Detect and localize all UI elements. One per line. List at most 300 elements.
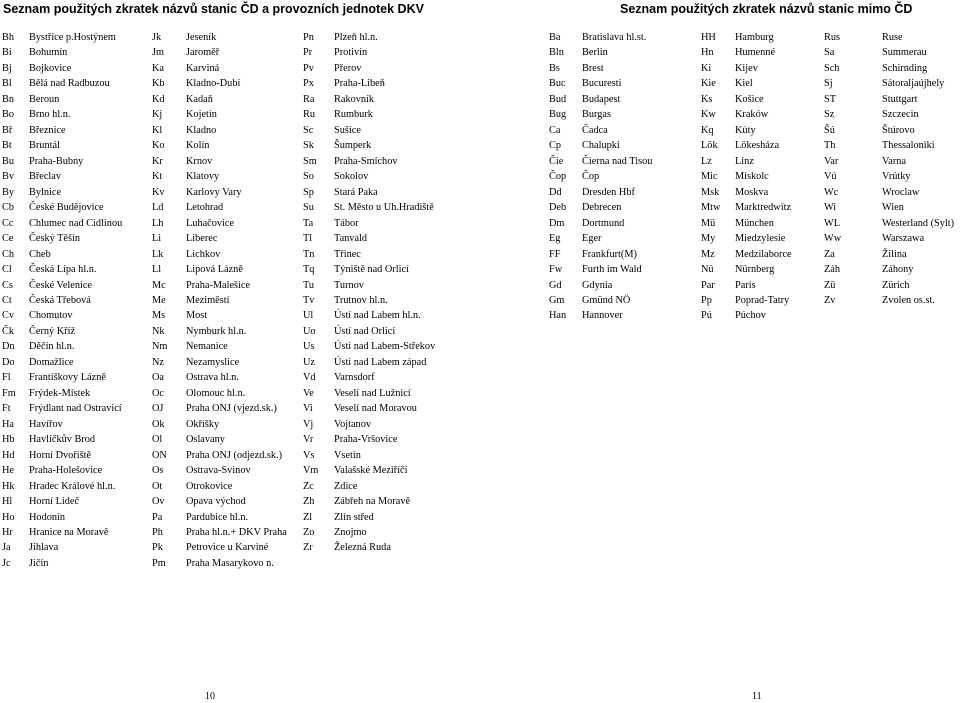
station-name: Debrecen <box>582 202 622 214</box>
station-name: Záhony <box>882 264 914 276</box>
station-name: Kolín <box>186 140 210 152</box>
station-code: Wc <box>824 186 839 198</box>
station-name: Lökesháza <box>735 140 780 152</box>
station-code: Nm <box>152 341 168 353</box>
station-code: Za <box>824 248 835 260</box>
station-code: Cc <box>2 217 14 229</box>
left-page-title: Seznam použitých zkratek názvů stanic ČD a provozních jednotek DKV <box>3 2 424 16</box>
station-code: Kv <box>152 186 165 198</box>
station-code: Bln <box>549 47 564 59</box>
station-name: Horní Lideč <box>29 496 80 508</box>
left-group-2-names <box>186 30 287 571</box>
station-name: Linz <box>735 155 754 167</box>
station-name: Zürich <box>882 279 910 291</box>
station-code: ON <box>152 449 167 461</box>
station-code: Lh <box>152 217 164 229</box>
station-name: Jičín <box>29 557 49 569</box>
station-code: Ov <box>152 496 165 508</box>
station-name: Luhačovice <box>186 217 235 229</box>
station-code: Mtw <box>701 202 721 214</box>
station-name: Nezamyslice <box>186 356 240 368</box>
station-name: Burgas <box>582 109 611 121</box>
station-name: Bohumín <box>29 47 68 59</box>
station-name: Berlin <box>582 47 608 59</box>
station-name: Kladno <box>186 124 217 136</box>
station-name: Letohrad <box>186 202 224 214</box>
station-name: Kojetín <box>186 109 217 121</box>
station-code: Zv <box>824 294 836 306</box>
station-name: Bucuresti <box>582 78 622 90</box>
station-name: Pardubice hl.n. <box>186 511 249 523</box>
station-name: Stuttgart <box>882 93 918 105</box>
station-name: Rakovník <box>334 93 375 105</box>
station-code: Hl <box>2 496 13 508</box>
station-code: Us <box>303 341 315 353</box>
station-code: Ru <box>303 109 316 121</box>
station-code: Kd <box>152 93 165 105</box>
station-name: Plzeň hl.n. <box>334 32 378 43</box>
station-code: Ww <box>824 233 842 245</box>
right-group-3-codes <box>824 30 841 308</box>
station-code: Ol <box>152 434 163 446</box>
page-number-right: 11 <box>752 691 762 702</box>
station-name: Klatovy <box>186 171 220 183</box>
station-name: Znojmo <box>334 527 367 538</box>
station-name: Kadaň <box>186 93 213 105</box>
station-name: Žilina <box>882 248 907 260</box>
station-code: Bn <box>2 93 15 105</box>
station-name: Vsetín <box>334 449 361 461</box>
station-code: Ba <box>549 32 561 43</box>
station-code: Bv <box>2 171 15 183</box>
station-code: Sm <box>303 155 317 167</box>
station-code: Záh <box>824 264 841 276</box>
station-name: Bratislava hl.st. <box>582 32 647 43</box>
station-name: Hamburg <box>735 32 774 43</box>
station-name: Horní Dvořiště <box>29 449 92 461</box>
station-code: My <box>701 233 716 245</box>
station-name: München <box>735 217 774 229</box>
left-group-1-names <box>29 30 122 571</box>
page-number-left: 10 <box>205 691 215 702</box>
right-group-1-names <box>582 30 652 324</box>
station-name: Zlín střed <box>334 511 374 523</box>
station-name: Valašské Meziříčí <box>334 465 408 477</box>
station-code: Kw <box>701 109 716 121</box>
station-code: Nü <box>701 264 714 276</box>
station-code: Zl <box>303 511 313 523</box>
right-group-1-codes <box>549 30 566 324</box>
station-code: Me <box>152 294 166 306</box>
station-name: Okříšky <box>186 418 220 430</box>
station-code: Px <box>303 78 314 90</box>
station-name: Přerov <box>334 62 362 74</box>
station-name: Oslavany <box>186 434 225 446</box>
station-code: Wi <box>824 202 837 214</box>
station-code: Deb <box>549 202 567 214</box>
station-code: Bud <box>549 93 567 105</box>
station-name: Domažlice <box>29 356 74 368</box>
station-code: Fl <box>2 372 11 384</box>
station-name: Praha-Malešice <box>186 279 251 291</box>
station-name: Thessaloniki <box>882 140 935 152</box>
station-code: Zü <box>824 279 836 291</box>
station-name: Nürnberg <box>735 264 775 276</box>
station-code: Ld <box>152 202 164 214</box>
station-code: Ot <box>152 480 163 492</box>
station-code: Ka <box>152 62 165 74</box>
station-name: Miskolc <box>735 171 769 183</box>
station-name: Františkovy Lázně <box>29 372 106 384</box>
station-name: St. Město u Uh.Hradiště <box>334 202 434 214</box>
station-name: Kraków <box>735 109 769 121</box>
station-code: Kj <box>152 109 163 121</box>
station-name: Hodonín <box>29 511 66 523</box>
right-group-2-codes <box>701 30 720 324</box>
station-name: Cheb <box>29 248 51 260</box>
station-name: Kiel <box>735 78 753 90</box>
station-name: Železná Ruda <box>334 542 391 554</box>
station-name: Hradec Králové hl.n. <box>29 480 116 492</box>
station-code: Han <box>549 310 567 322</box>
station-code: Ms <box>152 310 166 322</box>
station-name: Dortmund <box>582 217 625 229</box>
station-code: Kb <box>152 78 165 90</box>
station-name: Březnice <box>29 124 66 136</box>
station-code: Eg <box>549 233 561 245</box>
station-name: Praha hl.n.+ DKV Praha <box>186 527 287 538</box>
station-code: HH <box>701 32 716 43</box>
station-code: Pk <box>152 542 163 554</box>
station-name: České Velenice <box>29 279 92 291</box>
station-name: Otrokovice <box>186 480 233 492</box>
station-code: Var <box>824 155 839 167</box>
station-code: Pm <box>152 557 166 569</box>
station-name: Krnov <box>186 155 213 167</box>
station-code: Pn <box>303 32 314 43</box>
station-code: Hd <box>2 449 15 461</box>
station-code: Tl <box>303 233 313 245</box>
station-code: Vs <box>303 449 315 461</box>
station-name: Gmünd NÖ <box>582 294 631 306</box>
station-name: Ústí nad Orlicí <box>334 325 396 337</box>
station-code: Ul <box>303 310 314 322</box>
station-code: Bt <box>2 140 12 152</box>
station-code: Zc <box>303 480 314 492</box>
station-code: Dn <box>2 341 15 353</box>
station-code: Čie <box>549 155 564 167</box>
station-code: Kq <box>701 124 714 136</box>
station-code: Th <box>824 140 836 152</box>
station-code: Do <box>2 356 15 368</box>
station-name: Chalupki <box>582 140 620 152</box>
station-code: Oc <box>152 387 165 399</box>
station-name: Zvolen os.st. <box>882 294 935 306</box>
station-name: Veselí nad Lužnicí <box>334 387 411 399</box>
station-code: Ph <box>152 527 163 538</box>
station-code: Ve <box>303 387 314 399</box>
station-name: Nymburk hl.n. <box>186 325 247 337</box>
station-code: Dd <box>549 186 562 198</box>
station-name: Praha-Vršovice <box>334 434 398 446</box>
station-code: Jc <box>2 557 11 569</box>
station-name: Košice <box>735 93 764 105</box>
station-code: Ft <box>2 403 11 415</box>
station-name: Varnsdorf <box>334 372 375 384</box>
station-code: Cl <box>2 264 12 276</box>
station-code: Lz <box>701 155 712 167</box>
station-code: Vr <box>303 434 314 446</box>
station-code: Vd <box>303 372 316 384</box>
station-name: Meziměstí <box>186 294 230 306</box>
station-code: Gd <box>549 279 562 291</box>
station-name: Ostrava-Svinov <box>186 465 251 477</box>
station-name: Týniště nad Orlicí <box>334 264 409 276</box>
station-code: Bs <box>549 62 560 74</box>
station-name: Praha-Bubny <box>29 155 84 167</box>
station-name: Praha-Smíchov <box>334 155 398 167</box>
station-name: Ústí nad Labem západ <box>334 356 427 368</box>
station-name: Vrútky <box>882 171 911 183</box>
station-name: Čadca <box>582 124 608 136</box>
station-name: Brno hl.n. <box>29 109 71 121</box>
station-code: ST <box>824 93 837 105</box>
station-name: Rumburk <box>334 109 373 121</box>
station-name: Marktredwitz <box>735 202 792 214</box>
station-code: Kie <box>701 78 716 90</box>
station-name: Púchov <box>735 310 766 322</box>
station-code: Li <box>152 233 162 245</box>
station-code: Kl <box>152 124 163 136</box>
station-code: Sp <box>303 186 314 198</box>
station-code: Rus <box>824 32 841 43</box>
station-name: Ústí nad Labem-Střekov <box>334 341 436 353</box>
station-name: Praha ONJ (odjezd.sk.) <box>186 449 283 461</box>
station-code: Tn <box>303 248 315 260</box>
station-code: Uz <box>303 356 316 368</box>
station-name: Praha Masarykovo n. <box>186 557 274 569</box>
station-code: Sj <box>824 78 833 90</box>
station-name: Chlumec nad Cidlinou <box>29 217 123 229</box>
station-code: Ta <box>303 217 314 229</box>
left-group-2-codes <box>152 30 167 571</box>
station-name: Ústí nad Labem hl.n. <box>334 310 421 322</box>
station-name: Lipová Lázně <box>186 264 243 276</box>
station-name: Česká Lípa hl.n. <box>29 264 97 276</box>
station-code: Ca <box>549 124 561 136</box>
station-code: Tu <box>303 279 315 291</box>
station-code: Lök <box>701 140 718 152</box>
station-name: Miedzylesie <box>735 233 786 245</box>
station-code: Buc <box>549 78 566 90</box>
station-name: Hranice na Moravě <box>29 527 109 538</box>
station-name: Bělá nad Radbuzou <box>29 78 110 90</box>
station-name: Praha-Libeň <box>334 78 385 90</box>
station-name: Čierna nad Tisou <box>582 155 653 167</box>
station-code: Nk <box>152 325 165 337</box>
station-name: Karviná <box>186 62 220 74</box>
station-name: Černý Kříž <box>29 325 76 337</box>
station-name: Nemanice <box>186 341 228 353</box>
station-code: Ja <box>2 542 11 554</box>
station-name: Praha ONJ (vjezd.sk.) <box>186 403 277 415</box>
station-code: So <box>303 171 314 183</box>
station-name: Paris <box>735 279 756 291</box>
station-code: Par <box>701 279 715 291</box>
station-code: Ch <box>2 248 15 260</box>
station-name: Sátoraljaújhely <box>882 78 945 90</box>
station-name: Chomutov <box>29 310 73 322</box>
left-group-3-codes <box>303 30 318 556</box>
station-code: Uo <box>303 325 316 337</box>
station-name: Summerau <box>882 47 927 59</box>
station-code: Sc <box>303 124 314 136</box>
station-name: Štúrovo <box>882 124 915 136</box>
station-name: Bylnice <box>29 186 62 198</box>
station-code: Pp <box>701 294 712 306</box>
station-name: Brest <box>582 62 604 74</box>
station-name: Havlíčkův Brod <box>29 434 96 446</box>
station-code: By <box>2 186 15 198</box>
station-name: Kúty <box>735 124 756 136</box>
station-name: Karlovy Vary <box>186 186 242 198</box>
station-name: Zdice <box>334 480 358 492</box>
station-code: Hk <box>2 480 15 492</box>
right-group-2-names <box>735 30 792 324</box>
station-name: Sokolov <box>334 171 369 183</box>
station-name: Jihlava <box>29 542 59 554</box>
station-code: Hb <box>2 434 15 446</box>
station-code: Ra <box>303 93 315 105</box>
station-name: Moskva <box>735 186 769 198</box>
station-name: Furth im Wald <box>582 264 642 276</box>
station-code: Ok <box>152 418 165 430</box>
station-name: Frankfurt(M) <box>582 248 637 260</box>
station-name: Tábor <box>334 217 359 229</box>
station-code: Bj <box>2 62 12 74</box>
station-code: Pú <box>701 310 712 322</box>
station-code: Mz <box>701 248 715 260</box>
station-code: Sz <box>824 109 835 121</box>
station-name: Trutnov hl.n. <box>334 294 388 306</box>
station-name: Eger <box>582 233 602 245</box>
station-name: Tanvald <box>334 233 368 245</box>
station-name: Čop <box>582 171 600 183</box>
station-code: Zr <box>303 542 313 554</box>
station-code: Tv <box>303 294 315 306</box>
station-code: Bi <box>2 47 12 59</box>
station-code: Dm <box>549 217 565 229</box>
station-code: Jk <box>152 32 162 43</box>
station-name: Bystřice p.Hostýnem <box>29 32 116 43</box>
right-page-title: Seznam použitých zkratek názvů stanic mimo ČD <box>620 2 913 16</box>
station-code: Gm <box>549 294 565 306</box>
station-name: Most <box>186 310 208 322</box>
station-name: Bruntál <box>29 140 60 152</box>
station-name: Poprad-Tatry <box>735 294 790 306</box>
station-code: Ct <box>2 294 12 306</box>
station-code: Fw <box>549 264 563 276</box>
station-code: OJ <box>152 403 164 415</box>
station-name: Budapest <box>582 93 621 105</box>
station-name: Kijev <box>735 62 758 74</box>
station-code: WL <box>824 217 841 229</box>
station-code: Pr <box>303 47 313 59</box>
station-name: Wien <box>882 202 904 214</box>
right-group-3-names <box>882 30 954 308</box>
station-code: Šú <box>824 124 835 136</box>
station-name: Schirnding <box>882 62 928 74</box>
station-name: Jeseník <box>186 32 217 43</box>
station-code: Sk <box>303 140 314 152</box>
station-name: Protivín <box>334 47 368 59</box>
station-code: Sch <box>824 62 840 74</box>
station-code: Cs <box>2 279 13 291</box>
station-name: Veselí nad Moravou <box>334 403 417 415</box>
station-name: Medzilaborce <box>735 248 792 260</box>
station-name: Český Těšín <box>29 233 81 245</box>
left-group-1-codes <box>2 30 16 571</box>
station-name: Wroclaw <box>882 186 920 198</box>
station-name: Turnov <box>334 279 364 291</box>
station-code: Ko <box>152 140 165 152</box>
station-name: Frýdek-Místek <box>29 387 91 399</box>
station-code: Hn <box>701 47 714 59</box>
station-name: Hannover <box>582 310 623 322</box>
station-name: Třinec <box>334 248 361 260</box>
station-code: Mc <box>152 279 166 291</box>
station-code: Cv <box>2 310 15 322</box>
station-code: Os <box>152 465 164 477</box>
left-group-3-names <box>334 30 435 556</box>
station-code: Sa <box>824 47 835 59</box>
station-name: Frýdlant nad Ostravicí <box>29 403 122 415</box>
station-code: Bug <box>549 109 567 121</box>
station-name: Szczecin <box>882 109 919 121</box>
station-code: Ks <box>701 93 713 105</box>
station-code: Bo <box>2 109 15 121</box>
station-name: Olomouc hl.n. <box>186 387 246 399</box>
station-code: Zo <box>303 527 315 538</box>
station-name: Westerland (Sylt) <box>882 217 955 229</box>
station-name: Liberec <box>186 233 218 245</box>
station-code: Zh <box>303 496 315 508</box>
station-code: Vj <box>303 418 314 430</box>
station-code: Ce <box>2 233 14 245</box>
station-code: Vi <box>303 403 313 415</box>
station-name: Opava východ <box>186 496 246 508</box>
station-code: Čk <box>2 325 15 337</box>
station-name: Jaroměř <box>186 47 220 59</box>
station-name: Lichkov <box>186 248 221 260</box>
station-code: Ki <box>701 62 712 74</box>
station-name: Česká Třebová <box>29 294 91 306</box>
station-code: Vm <box>303 465 319 477</box>
station-code: Kt <box>152 171 163 183</box>
station-name: Děčín hl.n. <box>29 341 75 353</box>
station-name: Kladno-Dubí <box>186 78 241 90</box>
station-name: Zábřeh na Moravě <box>334 496 411 508</box>
station-name: Ostrava hl.n. <box>186 372 239 384</box>
station-code: Bř <box>2 124 13 136</box>
station-name: Břeclav <box>29 171 62 183</box>
station-code: Tq <box>303 264 315 276</box>
station-name: Šumperk <box>334 140 372 152</box>
station-name: Bojkovice <box>29 62 72 74</box>
station-name: Praha-Holešovice <box>29 465 103 477</box>
station-code: Mic <box>701 171 718 183</box>
station-code: Mü <box>701 217 716 229</box>
